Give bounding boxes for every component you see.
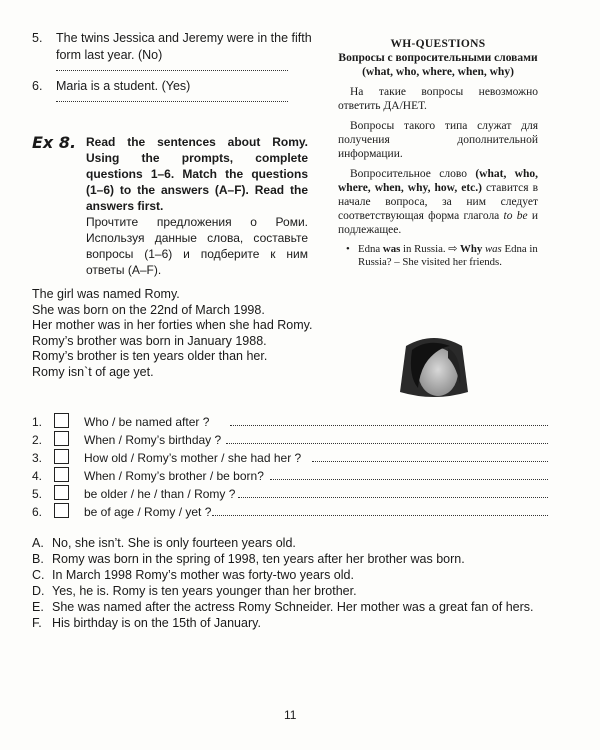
question-answer-line[interactable] xyxy=(230,425,548,426)
answer-checkbox[interactable] xyxy=(54,467,69,482)
answer-text: His birthday is on the 15th of January. xyxy=(52,616,261,630)
answer-text: No, she isn’t. She is only fourteen years old. xyxy=(52,536,296,550)
exercise-item-5 xyxy=(32,30,322,70)
item-number: 6. xyxy=(32,79,43,93)
question-number: 1. xyxy=(32,415,43,429)
item-text: The twins Jessica and Jeremy were in the fifth form last year. (No) xyxy=(56,31,312,62)
answer-letter: A. xyxy=(32,536,44,550)
portrait-photo xyxy=(398,336,470,400)
story-line: Romy’s brother is ten years older than her. xyxy=(32,349,268,363)
answer-checkbox[interactable] xyxy=(54,449,69,464)
story-text xyxy=(32,287,312,380)
question-prompt: be older / he / than / Romy ? xyxy=(84,487,236,501)
exercise-instructions xyxy=(86,134,308,278)
para3-words: (what, who, where, when, why, how, etc.) xyxy=(338,168,539,194)
story-line: Romy’s brother was born in January 1988. xyxy=(32,333,267,348)
grammar-sidebar xyxy=(338,38,538,269)
sidebar-title: WH-QUESTIONS xyxy=(390,38,486,50)
story-line: Romy isn`t of age yet. xyxy=(32,364,154,379)
answer-text: She was named after the actress Romy Schneider. Her mother was a great fan of hers. xyxy=(52,600,534,614)
question-answer-line[interactable] xyxy=(212,515,548,516)
instruction-english: Read the sentences about Romy. Using the prompts, complete questions 1–6. Match the questions (1–6) to the answers (A–F). Read the answers first. xyxy=(86,135,308,213)
para3-tobe: to be xyxy=(503,210,528,222)
example-verb-italic: was xyxy=(484,243,502,255)
exercise-label: Ex 8. xyxy=(32,133,77,152)
answer-letter: E. xyxy=(32,600,44,614)
sidebar-subtitle: Вопросы с вопросительными словами (what, who, where, when, why) xyxy=(338,52,538,78)
answer-checkbox[interactable] xyxy=(54,503,69,518)
question-number: 2. xyxy=(32,433,43,447)
arrow-right-icon: ⇨ xyxy=(448,243,458,255)
story-line: The girl was named Romy. xyxy=(32,287,180,301)
answer-line-6 xyxy=(56,101,288,102)
question-answer-line[interactable] xyxy=(270,479,548,480)
story-line: She was born on the 22nd of March 1998. xyxy=(32,302,265,317)
answer-checkbox[interactable] xyxy=(54,413,69,428)
answer-letter: D. xyxy=(32,584,45,598)
instruction-russian: Прочтите предложения о Роми. Используя данные слова, составьте вопросы (1–6) и подберите к ним ответы (A–F). xyxy=(86,215,308,277)
question-prompt: Who / be named after ? xyxy=(84,415,210,429)
example-whword: Why xyxy=(460,243,483,255)
question-number: 5. xyxy=(32,487,43,501)
example-rest: in Russia. xyxy=(403,243,446,255)
example-subject: Edna xyxy=(358,243,381,255)
question-answer-line[interactable] xyxy=(226,443,548,444)
example-answer: Edna in Russia? – She visited her friends. xyxy=(358,243,538,268)
answer-text: In March 1998 Romy’s mother was forty-two years old. xyxy=(52,568,354,582)
question-number: 3. xyxy=(32,451,43,465)
answer-letter: C. xyxy=(32,568,45,582)
question-prompt: When / Romy’s brother / be born? xyxy=(84,469,264,483)
example-verb: was xyxy=(382,243,401,255)
page-number: 11 xyxy=(284,708,297,722)
question-number: 4. xyxy=(32,469,43,483)
answer-line-5 xyxy=(56,70,288,71)
para3-tail: и подлежащее. xyxy=(338,210,538,236)
answer-text: Romy was born in the spring of 1998, ten years after her brother was born. xyxy=(52,552,465,566)
question-answer-line[interactable] xyxy=(238,497,548,498)
sidebar-example xyxy=(338,243,538,269)
sidebar-paragraph-3 xyxy=(338,167,538,237)
exercise-item-6 xyxy=(32,78,322,98)
question-prompt: be of age / Romy / yet ? xyxy=(84,505,212,519)
para3-end: ставится в начале вопроса, за ним следует соответствующая форма глагола xyxy=(338,182,539,222)
question-number: 6. xyxy=(32,505,43,519)
sidebar-paragraph-1: На такие вопросы невозможно ответить ДА/НЕТ. xyxy=(338,86,538,112)
answer-letter: F. xyxy=(32,616,42,630)
question-answer-line[interactable] xyxy=(312,461,548,462)
para3-start: Вопросительное слово xyxy=(350,168,467,180)
bullet-icon: • xyxy=(346,243,350,255)
answer-letter: B. xyxy=(32,552,44,566)
question-prompt: How old / Romy’s mother / she had her ? xyxy=(84,451,302,465)
answer-text: Yes, he is. Romy is ten years younger than her brother. xyxy=(52,584,357,598)
story-line: Her mother was in her forties when she had Romy. xyxy=(32,318,313,332)
item-number: 5. xyxy=(32,31,43,45)
sidebar-paragraph-2: Вопросы такого типа служат для получения дополнительной информации. xyxy=(338,120,538,160)
answer-checkbox[interactable] xyxy=(54,431,69,446)
item-text: Maria is a student. (Yes) xyxy=(56,79,191,93)
answer-checkbox[interactable] xyxy=(54,485,69,500)
question-prompt: When / Romy’s birthday ? xyxy=(84,433,222,447)
